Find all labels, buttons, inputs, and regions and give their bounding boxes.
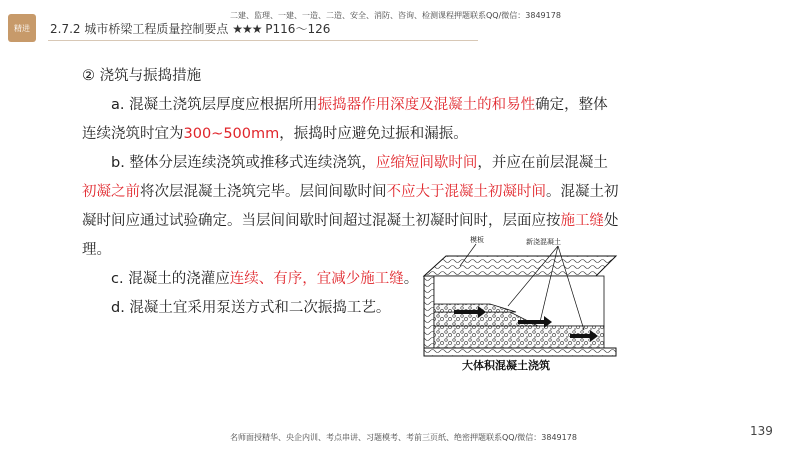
text: 。 [403, 271, 419, 287]
page-range: P116～126 [265, 22, 331, 36]
text: ，振捣时应避免过振和漏振。 [279, 126, 468, 142]
paragraph-d: d. 混凝土宜采用泵送方式和二次振捣工艺。 [111, 300, 391, 316]
text: b. 整体分层连续浇筑或推移式连续浇筑， [111, 155, 376, 171]
top-contact-note: 二建、监理、一建、一造、二造、安全、消防、咨询、检测课程押题联系QQ/微信：3849178 [230, 11, 561, 20]
highlight: 300~500mm [183, 126, 280, 142]
highlight: 振捣器作用深度及混凝土的和易性 [317, 97, 536, 113]
label-formwork: 模板 [470, 236, 484, 244]
brand-logo: 精进 [8, 14, 36, 42]
text: 处理。 [82, 213, 619, 258]
highlight: 应缩短间歇时间 [375, 155, 478, 171]
formwork-top [424, 256, 616, 276]
bottom-contact-note: 名师面授精华、央企内训、考点串讲、习题模考、考前三页纸、绝密押题联系QQ/微信：3849178 [230, 433, 577, 442]
paragraph-a [82, 91, 622, 149]
formwork-left [424, 276, 434, 348]
label-new-concrete: 新浇混凝土 [526, 238, 561, 246]
content-heading: ② 浇筑与振捣措施 [82, 68, 202, 84]
highlight: 不应大于混凝土初凝时间 [386, 184, 546, 200]
formwork-base [424, 348, 616, 356]
highlight: 施工缝 [560, 213, 604, 229]
highlight: 初凝之前 [82, 184, 140, 200]
section-title-text: 2.7.2 城市桥梁工程质量控制要点 [50, 22, 229, 36]
text: 将次层混凝土浇筑完毕。层间间歇时间 [140, 184, 387, 200]
importance-stars: ★★★ [232, 22, 262, 36]
highlight: 连续、有序，宜减少施工缝 [229, 271, 404, 287]
text: a. 混凝土浇筑层厚度应根据所用 [111, 97, 318, 113]
page-number: 139 [750, 424, 773, 438]
text: 。混凝土初凝时间应通过试验确定。当层间间歇时间超过混凝土初凝时间时，层面应按 [82, 184, 619, 229]
header-divider [48, 40, 478, 41]
section-title [50, 20, 330, 37]
concrete-pouring-diagram [420, 234, 620, 360]
text: 确定，整体连续浇筑时宜为 [82, 97, 608, 142]
text: c. 混凝土的浇灌应 [111, 271, 230, 287]
diagram-caption: 大体积混凝土浇筑 [462, 359, 550, 372]
text: ，并应在前层混凝土 [477, 155, 608, 171]
